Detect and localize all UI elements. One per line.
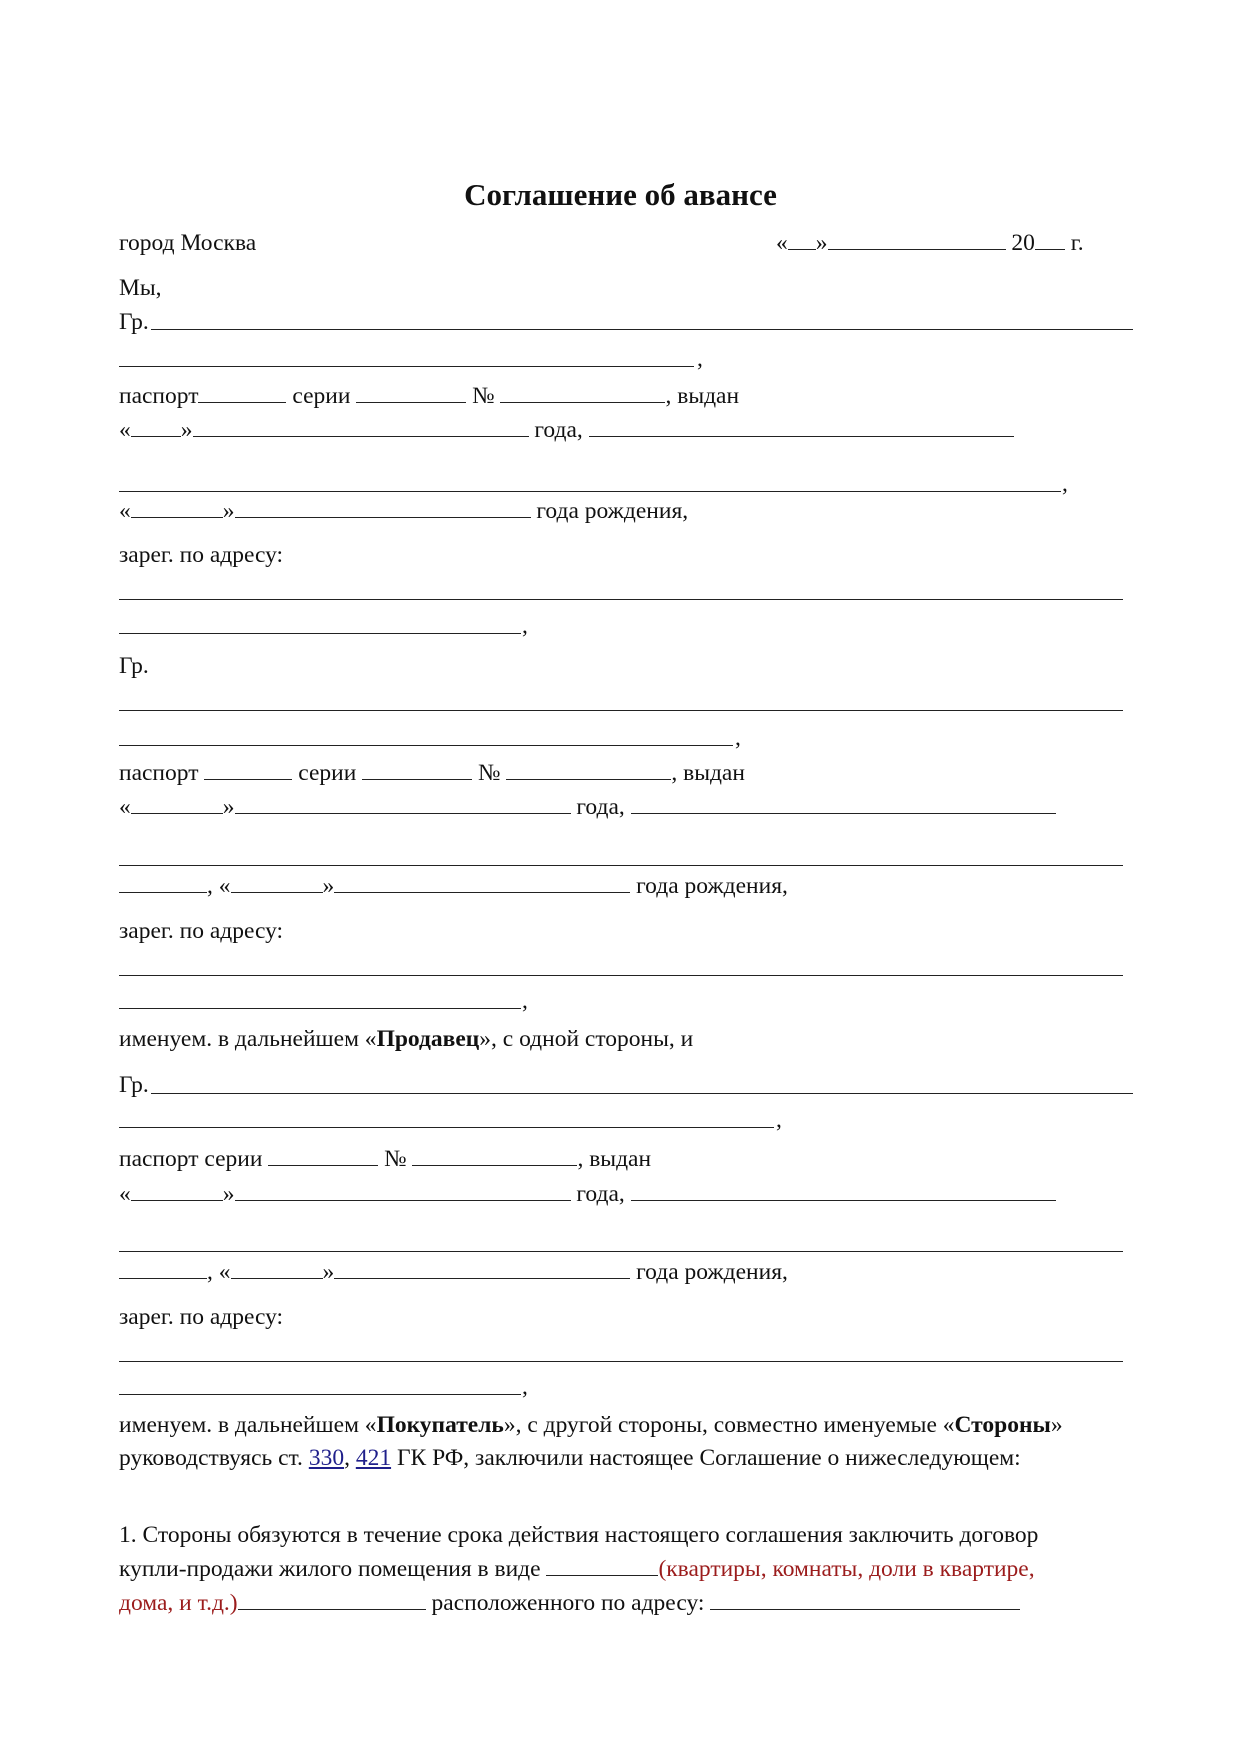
comma: ,	[522, 1374, 528, 1400]
seller-role: Продавец	[376, 1026, 480, 1052]
party1-address-blank[interactable]	[119, 599, 1123, 600]
birth-day-blank[interactable]	[231, 871, 323, 893]
party1-passport-line	[119, 381, 739, 411]
comma: ,	[207, 873, 213, 899]
article-421-link[interactable]: 421	[355, 1445, 392, 1471]
series-label: серии	[292, 383, 351, 409]
comma: ,	[522, 613, 528, 639]
property-details-blank[interactable]	[238, 1588, 426, 1610]
birth-month-blank[interactable]	[235, 496, 531, 518]
party2-issue-date-line	[119, 792, 1056, 822]
clause1-line2	[119, 1554, 1035, 1584]
party1-gr-label: Гр.	[119, 309, 149, 335]
birth-month-blank[interactable]	[334, 1257, 630, 1279]
article-330-link[interactable]: 330	[308, 1445, 345, 1471]
issued-label: , выдан	[665, 383, 740, 409]
close-quote: »	[180, 417, 193, 443]
named-suffix: », с одной стороны, и	[479, 1026, 694, 1052]
number-blank[interactable]	[500, 381, 665, 403]
issued-label: , выдан	[671, 760, 745, 786]
passport-label: паспорт	[119, 760, 199, 786]
birth-word: года рождения,	[636, 873, 788, 899]
birth-prefix-blank[interactable]	[119, 871, 207, 893]
year-suffix: г.	[1070, 230, 1084, 256]
close-quote: »	[222, 498, 235, 524]
close-quote: »	[222, 794, 235, 820]
number-blank[interactable]	[506, 758, 671, 780]
party2-passport-line	[119, 758, 745, 788]
number-sign: №	[478, 760, 501, 786]
comma: ,	[522, 988, 528, 1014]
year-prefix: 20	[1011, 230, 1035, 256]
party3-passport-line	[119, 1144, 651, 1174]
party3-birth-line	[119, 1257, 788, 1287]
year-word: года,	[576, 794, 625, 820]
series-blank[interactable]	[362, 758, 472, 780]
open-quote: «	[119, 1181, 131, 1207]
open-quote: «	[119, 417, 131, 443]
guided-prefix: руководствуясь ст.	[119, 1445, 303, 1471]
comma: ,	[207, 1259, 213, 1285]
seller-designation	[119, 1024, 693, 1054]
party2-address-blank[interactable]	[119, 975, 1123, 976]
series-blank[interactable]	[268, 1144, 378, 1166]
birth-word: года рождения,	[536, 498, 689, 524]
passport-series-label: паспорт серии	[119, 1146, 263, 1172]
named-end: »	[1050, 1412, 1063, 1438]
date-line	[776, 228, 1084, 258]
sides-role: Стороны	[954, 1412, 1051, 1438]
party3-name-blank[interactable]	[151, 1093, 1133, 1094]
issue-month-blank[interactable]	[235, 792, 571, 814]
issuer-blank[interactable]	[631, 1179, 1056, 1201]
passport-label: паспорт	[119, 383, 199, 409]
party3-reg-label: зарег. по адресу:	[119, 1304, 284, 1330]
open-quote: «	[119, 498, 131, 524]
party3-gr-label: Гр.	[119, 1072, 149, 1098]
property-address-blank[interactable]	[710, 1588, 1020, 1610]
party3-address-blank-2[interactable]	[119, 1394, 521, 1395]
party2-name-blank[interactable]	[119, 710, 1123, 711]
party1-reg-label: зарег. по адресу:	[119, 542, 284, 568]
comma: ,	[776, 1107, 782, 1133]
property-type-hint: (квартиры, комнаты, доли в квартире,	[658, 1556, 1035, 1582]
buyer-role: Покупатель	[376, 1412, 504, 1438]
year-blank[interactable]	[1035, 228, 1065, 250]
issue-day-blank[interactable]	[131, 415, 181, 437]
issue-month-blank[interactable]	[235, 1179, 571, 1201]
issue-day-blank[interactable]	[131, 1179, 223, 1201]
party1-issuer-blank-2[interactable]	[119, 491, 1061, 492]
document-title: Соглашение об авансе	[464, 177, 777, 212]
party3-issue-date-line	[119, 1179, 1056, 1209]
issue-day-blank[interactable]	[131, 792, 223, 814]
clause1-line3	[119, 1588, 1020, 1618]
series-label: серии	[298, 760, 357, 786]
party2-name-blank-2[interactable]	[119, 745, 733, 746]
year-word: года,	[576, 1181, 625, 1207]
party1-name-blank-2[interactable]	[119, 366, 694, 367]
year-word: года,	[534, 417, 583, 443]
clause1-line1: 1. Стороны обязуются в течение срока действия настоящего соглашения заключить договор	[119, 1522, 1039, 1548]
article-separator: ,	[344, 1445, 350, 1471]
party2-birth-line	[119, 871, 788, 901]
issuer-blank[interactable]	[589, 415, 1014, 437]
date-open-quote: «	[776, 230, 788, 256]
party1-issue-date-line	[119, 415, 1014, 445]
birth-word: года рождения,	[636, 1259, 788, 1285]
open-quote: «	[119, 794, 131, 820]
named-mid: », с другой стороны, совместно именуемые «	[503, 1412, 955, 1438]
party2-gr-label: Гр.	[119, 653, 149, 679]
party1-address-blank-2[interactable]	[119, 633, 521, 634]
number-sign: №	[384, 1146, 407, 1172]
buyer-designation	[119, 1410, 1063, 1440]
series-blank[interactable]	[356, 381, 466, 403]
party1-name-blank[interactable]	[151, 329, 1133, 330]
passport-blank[interactable]	[204, 758, 292, 780]
intro-text: Мы,	[119, 275, 162, 301]
property-type-hint-2: дома, и т.д.)	[119, 1590, 238, 1616]
close-quote: »	[322, 873, 335, 899]
number-blank[interactable]	[412, 1144, 577, 1166]
birth-prefix-blank[interactable]	[119, 1257, 207, 1279]
comma: ,	[735, 725, 741, 751]
party1-birth-line	[119, 496, 688, 526]
party3-address-blank[interactable]	[119, 1361, 1123, 1362]
clause1-text: купли-продажи жилого помещения в виде	[119, 1556, 541, 1582]
party3-name-blank-2[interactable]	[119, 1127, 774, 1128]
party2-reg-label: зарег. по адресу:	[119, 918, 284, 944]
comma: ,	[697, 346, 703, 372]
named-prefix: именуем. в дальнейшем «	[119, 1412, 377, 1438]
close-quote: »	[222, 1181, 235, 1207]
party2-address-blank-2[interactable]	[119, 1008, 521, 1009]
address-label: расположенного по адресу:	[431, 1590, 705, 1616]
open-quote: «	[218, 873, 231, 899]
property-type-blank[interactable]	[546, 1554, 658, 1576]
date-close-quote: »	[815, 230, 828, 256]
issue-month-blank[interactable]	[193, 415, 529, 437]
passport-blank[interactable]	[198, 381, 286, 403]
month-blank[interactable]	[828, 228, 1006, 250]
party2-issuer-blank-2[interactable]	[119, 865, 1123, 866]
legal-basis-line	[119, 1443, 1021, 1473]
issuer-blank[interactable]	[631, 792, 1056, 814]
birth-day-blank[interactable]	[131, 496, 223, 518]
close-quote: »	[322, 1259, 335, 1285]
day-blank[interactable]	[788, 228, 816, 250]
city-label: город Москва	[119, 230, 257, 256]
birth-month-blank[interactable]	[334, 871, 630, 893]
party3-issuer-blank-2[interactable]	[119, 1251, 1123, 1252]
comma: ,	[1062, 471, 1068, 497]
birth-day-blank[interactable]	[231, 1257, 323, 1279]
open-quote: «	[218, 1259, 231, 1285]
issued-label: , выдан	[577, 1146, 652, 1172]
number-sign: №	[472, 383, 495, 409]
guided-suffix: ГК РФ, заключили настоящее Соглашение о нижеследующем:	[396, 1445, 1021, 1471]
named-prefix: именуем. в дальнейшем «	[119, 1026, 377, 1052]
